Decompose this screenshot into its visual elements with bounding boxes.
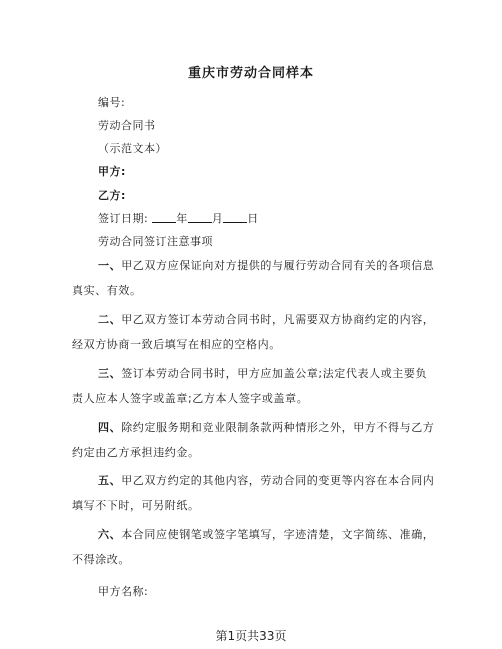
item-number: 一、 (98, 259, 122, 272)
item-text: 甲乙双方应保证向对方提供的与履行劳动合同有关的各项信息真实、有效。 (72, 259, 435, 297)
year-blank (152, 212, 176, 223)
party-a-label: 甲方: (98, 165, 126, 178)
month-blank (188, 212, 212, 223)
party-b-label: 乙方: (98, 189, 126, 202)
number-label: 编号: (98, 96, 126, 109)
sample-label: （示范文本） (98, 142, 167, 155)
item-number: 六、 (98, 528, 122, 541)
item-number: 四、 (98, 421, 122, 434)
item-text: 甲乙双方签订本劳动合同书时，凡需要双方协商约定的内容，经双方协商一致后填写在相应的空格内。 (72, 313, 435, 351)
party-a-name-label: 甲方名称: (98, 585, 149, 598)
sign-date-label: 签订日期: (98, 212, 149, 225)
month-label: 月 (211, 212, 224, 225)
item-text: 除约定服务期和竞业限制条款两种情形之外，甲方不得与乙方约定由乙方承担违约金。 (72, 421, 435, 459)
doc-name: 劳动合同书 (98, 119, 156, 132)
notes-item-3 (72, 361, 436, 411)
item-text: 本合同应使钢笔或签字笔填写，字迹清楚，文字简练、准确，不得涂改。 (72, 528, 435, 566)
item-number: 二、 (98, 313, 122, 326)
notes-item-6 (72, 522, 436, 572)
day-label: 日 (247, 212, 259, 225)
notes-item-4 (72, 415, 436, 465)
item-number: 三、 (98, 367, 122, 380)
day-blank (223, 212, 247, 223)
item-number: 五、 (98, 474, 122, 487)
item-text: 甲乙双方约定的其他内容，劳动合同的变更等内容在本合同内填写不下时，可另附纸。 (72, 474, 435, 512)
notes-item-2 (72, 307, 436, 357)
notes-heading: 劳动合同签订注意事项 (98, 235, 213, 248)
item-text: 签订本劳动合同书时，甲方应加盖公章;法定代表人或主要负责人应本人签字或盖章;乙方本人签字或盖章。 (72, 367, 428, 405)
notes-item-5 (72, 468, 436, 518)
document-title: 重庆市劳动合同样本 (187, 66, 314, 81)
notes-item-1 (72, 253, 436, 303)
page-indicator: 第1页共33页 (215, 629, 287, 643)
sign-date-line (98, 210, 259, 226)
year-label: 年 (176, 212, 188, 225)
